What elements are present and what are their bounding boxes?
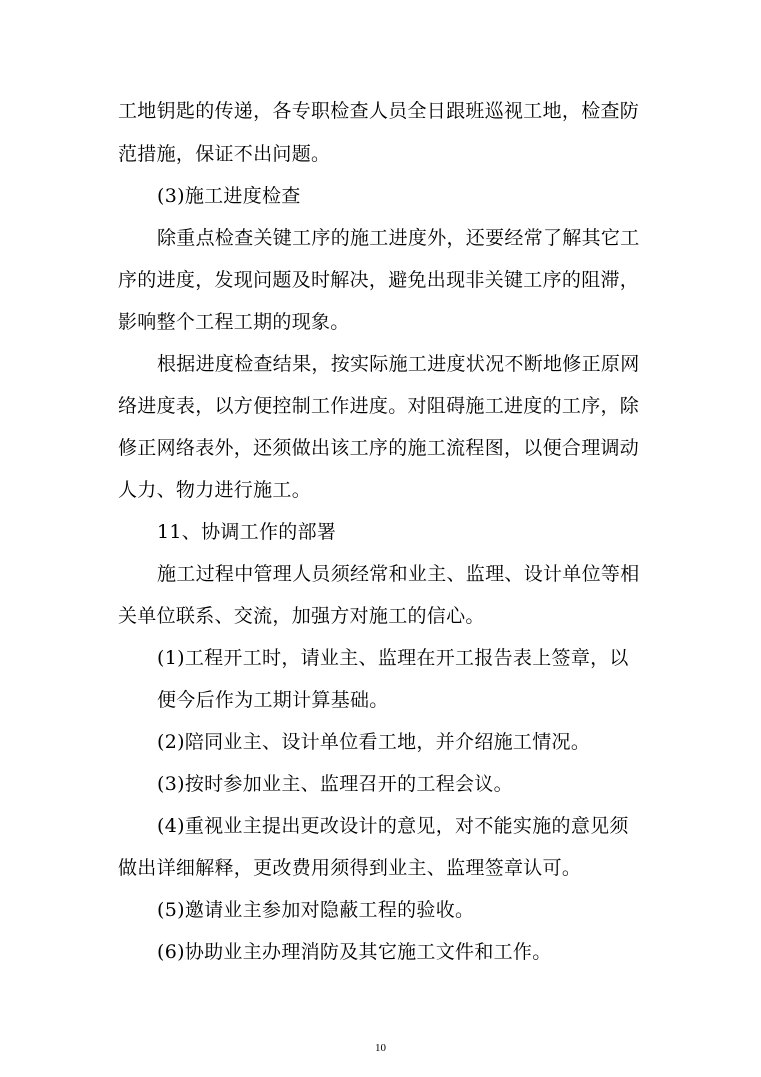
text-line: (3)按时参加业主、监理召开的工程会议。 bbox=[157, 773, 513, 795]
text-line: 施工过程中管理人员须经常和业主、监理、设计单位等相 bbox=[157, 563, 640, 585]
text-line: 根据进度检查结果，按实际施工进度状况不断地修正原网 bbox=[157, 353, 640, 375]
text-line: (6)协助业主办理消防及其它施工文件和工作。 bbox=[157, 941, 552, 963]
text-line: (1)工程开工时，请业主、监理在开工报告表上签章，以 bbox=[157, 647, 629, 669]
text-line: 便今后作为工期计算基础。 bbox=[157, 689, 389, 711]
text-line: (5)邀请业主参加对隐蔽工程的验收。 bbox=[157, 899, 475, 921]
text-line: 除重点检查关键工序的施工进度外，还要经常了解其它工 bbox=[157, 227, 640, 249]
text-line: 影响整个工程工期的现象。 bbox=[118, 311, 350, 333]
text-line: 工地钥匙的传递，各专职检查人员全日跟班巡视工地，检查防 bbox=[118, 100, 640, 122]
section-heading: (3)施工进度检查 bbox=[157, 185, 301, 207]
text-line: 做出详细解释，更改费用须得到业主、监理签章认可。 bbox=[118, 857, 582, 879]
text-line: 序的进度，发现问题及时解决，避免出现非关键工序的阻滞， bbox=[118, 269, 640, 291]
text-line: (4)重视业主提出更改设计的意见，对不能实施的意见须 bbox=[157, 815, 629, 837]
page-number: 10 bbox=[375, 1042, 386, 1054]
text-line: 关单位联系、交流，加强方对施工的信心。 bbox=[118, 605, 485, 627]
section-heading: 11、协调工作的部署 bbox=[157, 521, 337, 543]
text-line: 人力、物力进行施工。 bbox=[118, 479, 312, 501]
text-line: (2)陪同业主、设计单位看工地，并介绍施工情况。 bbox=[157, 731, 591, 753]
text-line: 修正网络表外，还须做出该工序的施工流程图，以便合理调动 bbox=[118, 437, 640, 459]
text-line: 范措施，保证不出问题。 bbox=[118, 143, 331, 165]
text-line: 络进度表，以方便控制工作进度。对阻碍施工进度的工序，除 bbox=[118, 395, 640, 417]
